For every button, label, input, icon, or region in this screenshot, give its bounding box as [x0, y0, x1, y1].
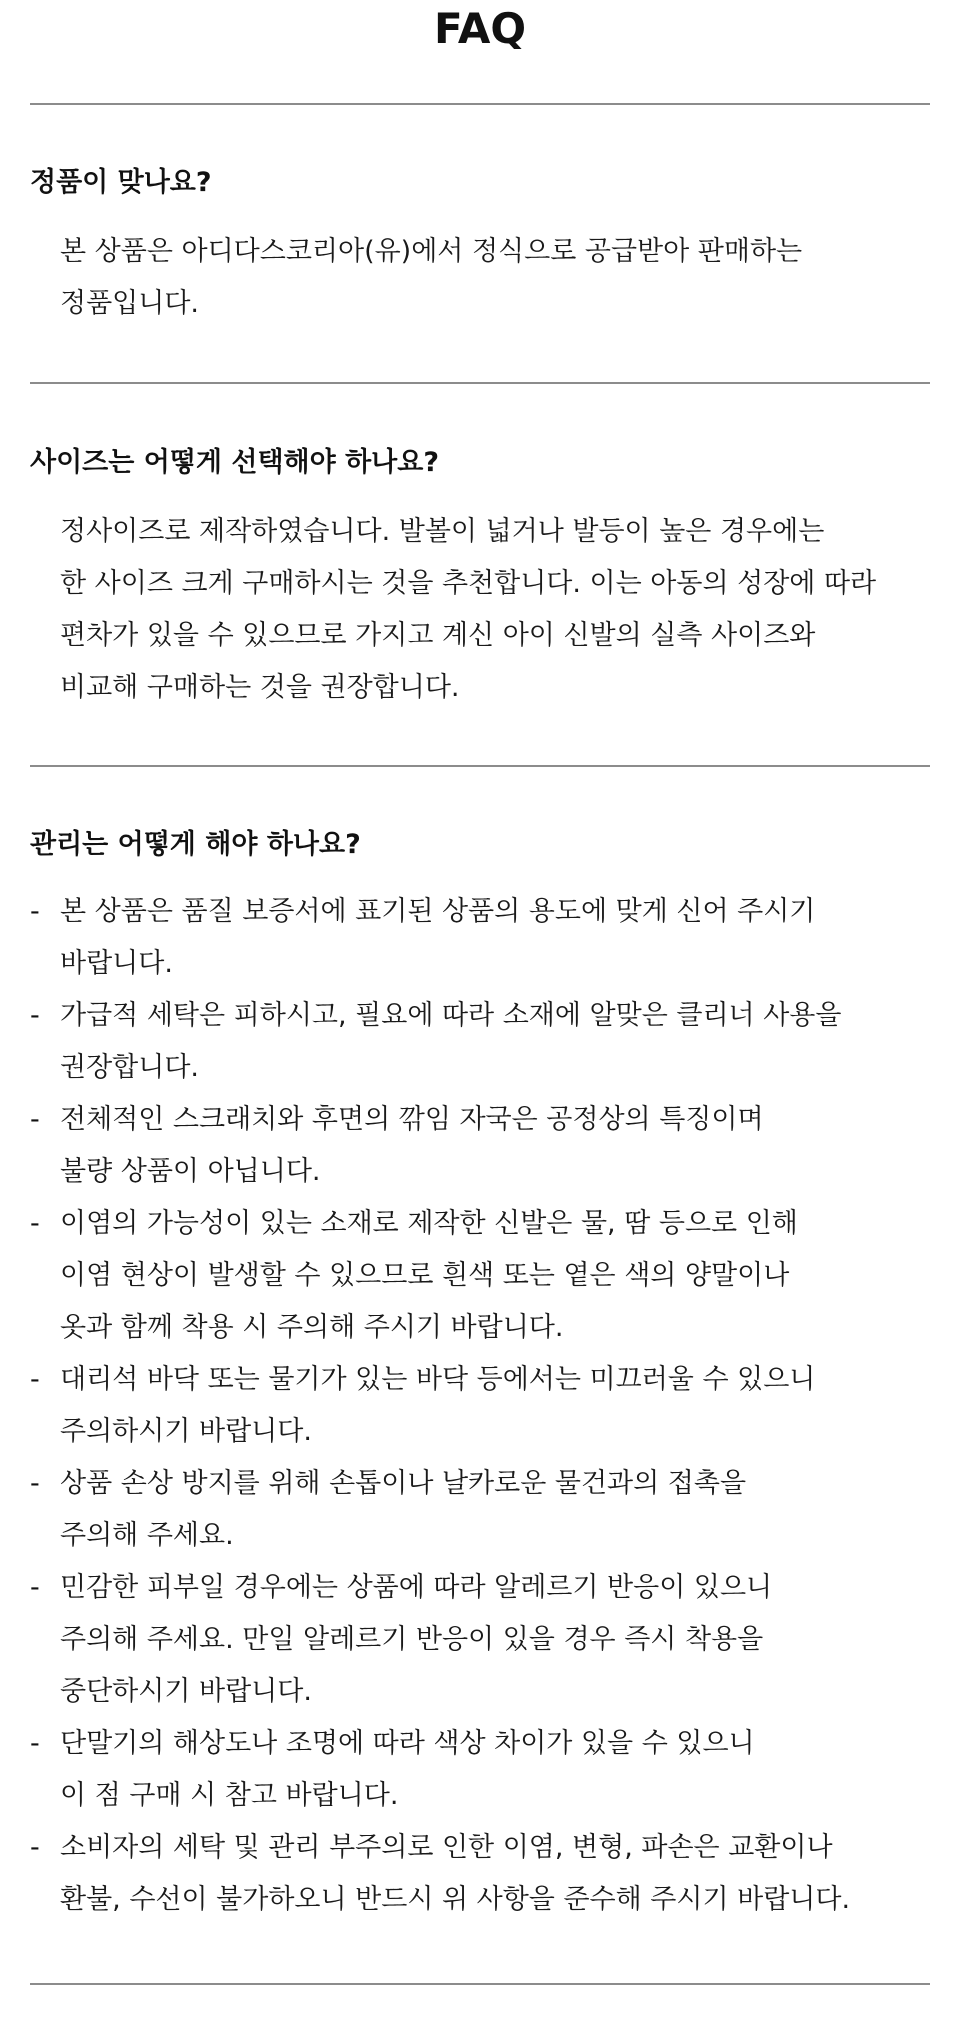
faq-question-care: 관리는 어떻게 해야 하나요?: [30, 829, 361, 860]
bullet-line: 바랍니다.: [60, 948, 173, 979]
bullet-line: 주의해 주세요.: [60, 1520, 234, 1551]
page-title: FAQ: [433, 4, 527, 53]
list-item: [30, 1354, 930, 1458]
bullet-dash: -: [30, 1364, 40, 1395]
list-item: [30, 1718, 930, 1822]
answer-line: 비교해 구매하는 것을 권장합니다.: [60, 672, 460, 703]
answer-line: 본 상품은 아디다스코리아(유)에서 정식으로 공급받아 판매하는: [60, 236, 803, 267]
list-item: [30, 1458, 930, 1562]
divider: [30, 765, 930, 767]
answer-line: 정품입니다.: [60, 288, 199, 319]
bullet-dash: -: [30, 1832, 40, 1863]
bullet-line: 중단하시기 바랍니다.: [60, 1676, 312, 1707]
list-item: [30, 886, 930, 990]
bullet-line: 권장합니다.: [60, 1052, 199, 1083]
bullet-line: 대리석 바닥 또는 물기가 있는 바닥 등에서는 미끄러울 수 있으니: [60, 1364, 816, 1395]
divider: [30, 103, 930, 105]
divider: [30, 1983, 930, 1985]
bullet-line: 주의해 주세요. 만일 알레르기 반응이 있을 경우 즉시 착용을: [60, 1624, 764, 1655]
bullet-line: 전체적인 스크래치와 후면의 깎임 자국은 공정상의 특징이며: [60, 1104, 764, 1135]
answer-line: 한 사이즈 크게 구매하시는 것을 추천합니다. 이는 아동의 성장에 따라: [60, 568, 877, 599]
bullet-line: 환불, 수선이 불가하오니 반드시 위 사항을 준수해 주시기 바랍니다.: [60, 1884, 851, 1915]
bullet-dash: -: [30, 896, 40, 927]
bullet-line: 불량 상품이 아닙니다.: [60, 1156, 321, 1187]
bullet-dash: -: [30, 1000, 40, 1031]
faq-question-size: 사이즈는 어떻게 선택해야 하나요?: [30, 447, 440, 478]
bullet-line: 이 점 구매 시 참고 바랍니다.: [60, 1780, 399, 1811]
answer-line: 정사이즈로 제작하였습니다. 발볼이 넓거나 발등이 높은 경우에는: [60, 516, 825, 547]
list-item: [30, 1822, 930, 1926]
bullet-line: 이염 현상이 발생할 수 있으므로 흰색 또는 옅은 색의 양말이나: [60, 1260, 790, 1291]
bullet-line: 이염의 가능성이 있는 소재로 제작한 신발은 물, 땀 등으로 인해: [60, 1208, 798, 1239]
bullet-line: 가급적 세탁은 피하시고, 필요에 따라 소재에 알맞은 클리너 사용을: [60, 1000, 842, 1031]
bullet-dash: -: [30, 1104, 40, 1135]
bullet-line: 민감한 피부일 경우에는 상품에 따라 알레르기 반응이 있으니: [60, 1572, 773, 1603]
bullet-line: 단말기의 해상도나 조명에 따라 색상 차이가 있을 수 있으니: [60, 1728, 755, 1759]
care-instructions-list: [30, 886, 930, 1926]
answer-line: 편차가 있을 수 있으므로 가지고 계신 아이 신발의 실측 사이즈와: [60, 620, 816, 651]
faq-question-genuine: 정품이 맞나요?: [30, 167, 212, 198]
bullet-line: 본 상품은 품질 보증서에 표기된 상품의 용도에 맞게 신어 주시기: [60, 896, 816, 927]
list-item: [30, 1562, 930, 1718]
bullet-dash: -: [30, 1728, 40, 1759]
divider: [30, 382, 930, 384]
bullet-dash: -: [30, 1208, 40, 1239]
bullet-dash: -: [30, 1572, 40, 1603]
bullet-line: 옷과 함께 착용 시 주의해 주시기 바랍니다.: [60, 1312, 564, 1343]
bullet-line: 주의하시기 바랍니다.: [60, 1416, 312, 1447]
bullet-line: 소비자의 세탁 및 관리 부주의로 인한 이염, 변형, 파손은 교환이나: [60, 1832, 833, 1863]
list-item: [30, 1198, 930, 1354]
bullet-line: 상품 손상 방지를 위해 손톱이나 날카로운 물건과의 접촉을: [60, 1468, 747, 1499]
bullet-dash: -: [30, 1468, 40, 1499]
list-item: [30, 1094, 930, 1198]
list-item: [30, 990, 930, 1094]
faq-answer-size: [60, 506, 930, 714]
faq-answer-genuine: [60, 226, 930, 330]
